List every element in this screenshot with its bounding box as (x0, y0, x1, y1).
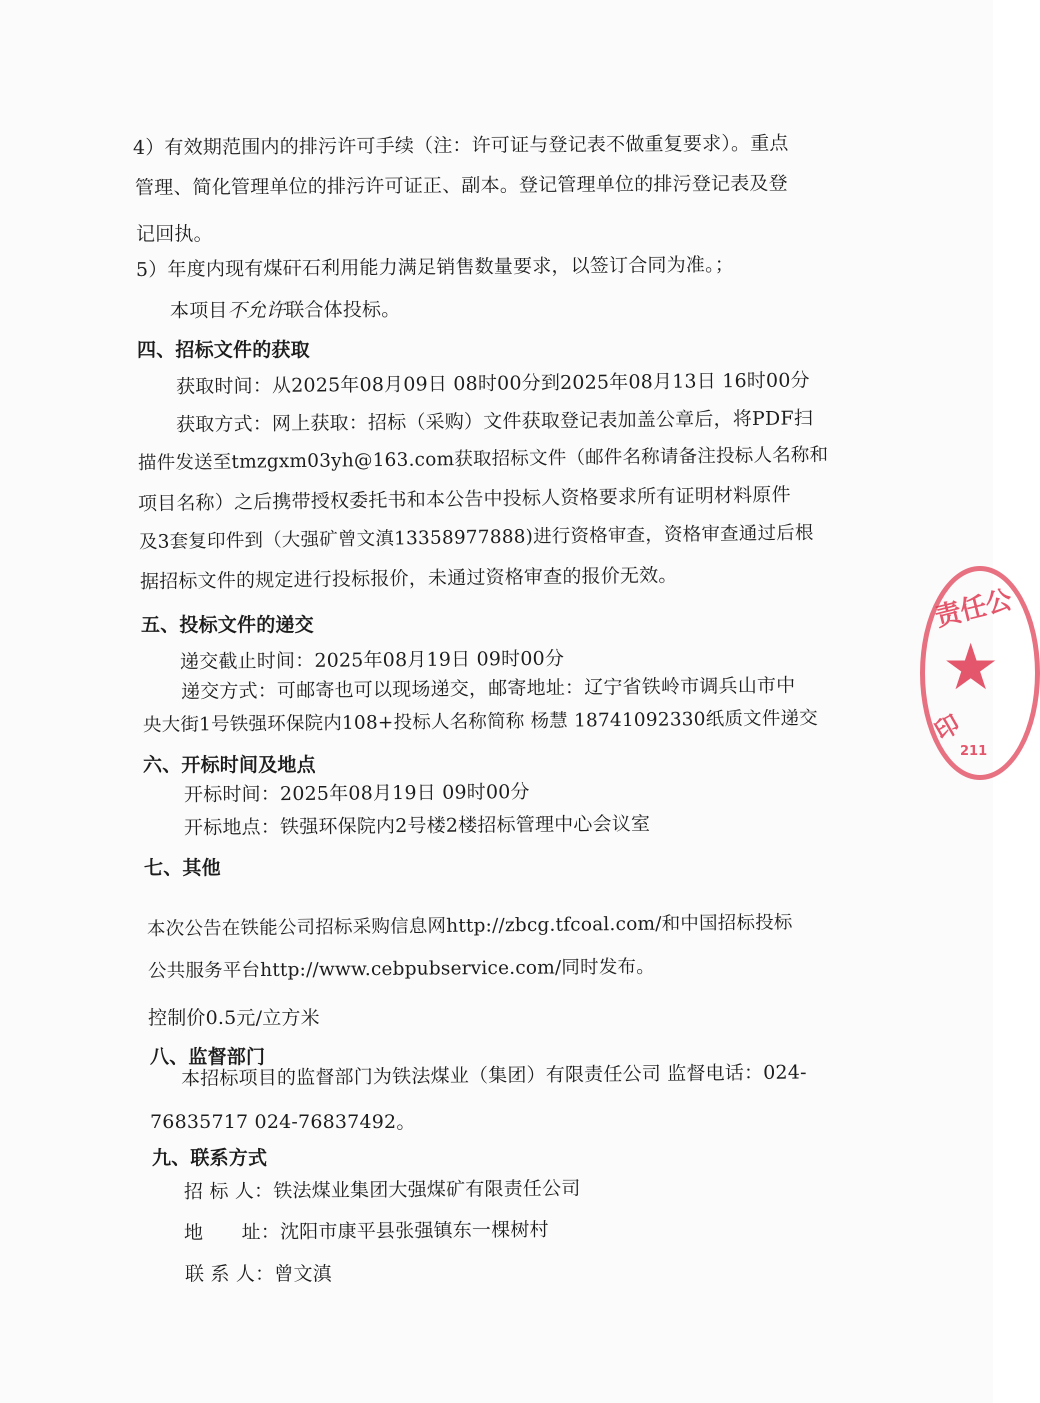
requirement-item-4-line-1: 4）有效期范围内的排污许可手续（注：许可证与登记表不做重复要求）。重点 (132, 132, 789, 159)
supervision-line-1: 本招标项目的监督部门为铁法煤业（集团）有限责任公司 监督电话：024- (180, 1061, 807, 1090)
section-4-heading: 四、招标文件的获取 (137, 339, 310, 361)
obtain-method-line-2: 描件发送至tmzgxm03yh@163.com获取招标文件（邮件名称请备注投标人名称和 (137, 444, 829, 474)
publication-line-2: 公共服务平台http://www.cebpubservice.com/同时发布。 (147, 956, 655, 982)
requirement-item-5: 5）年度内现有煤矸石利用能力满足销售数量要求，以签订合同为准。； (135, 253, 735, 281)
section-6-heading: 六、开标时间及地点 (143, 754, 316, 776)
obtain-method-line-3: 项目名称）之后携带授权委托书和本公告中投标人资格要求所有证明材料原件 (137, 483, 791, 515)
supervision-line-2: 76835717 024-76837492。 (150, 1111, 416, 1133)
section-9-heading: 九、联系方式 (152, 1147, 268, 1169)
contact-person: 联 系 人：曾文滇 (185, 1263, 332, 1285)
publication-line-1: 本次公告在铁能公司招标采购信息网http://zbcg.tfcoal.com/和中国招标投标 (146, 912, 793, 940)
company-seal-star-icon: ★ (942, 631, 1000, 705)
contact-tenderer: 招 标 人：铁法煤业集团大强煤矿有限责任公司 (183, 1177, 581, 1203)
submission-deadline: 递交截止时间：2025年08月19日 09时00分 (179, 647, 565, 673)
contact-address (184, 1218, 549, 1245)
consortium-note-suffix: 联合体投标。 (285, 298, 401, 322)
company-seal-top-text: 责任公 (932, 584, 1016, 633)
consortium-note-handwritten: 不允许 (227, 299, 286, 322)
opening-location: 开标地点：铁强环保院内2号楼2楼招标管理中心会议室 (183, 812, 651, 839)
company-seal-bottom-text: 211 (960, 744, 988, 759)
obtain-time: 获取时间：从2025年08月09日 08时00分到2025年08月13日 16时00分 (175, 369, 810, 398)
consortium-note (170, 298, 401, 323)
contact-address-value: 沈阳市康平县张强镇东一棵树村 (279, 1218, 549, 1244)
control-price: 控制价0.5元/立方米 (148, 1007, 320, 1029)
company-seal-side-text: 印 (929, 709, 965, 746)
contact-address-label: 地 址： (183, 1221, 281, 1244)
obtain-method-line-4: 及3套复印件到（大强矿曾文滇13358977888)进行资格审查，资格审查通过后根 (138, 522, 814, 553)
obtain-method-line-5: 据招标文件的规定进行投标报价，未通过资格审查的报价无效。 (139, 564, 678, 593)
opening-time: 开标时间：2025年08月19日 09时00分 (183, 780, 530, 806)
submission-method-line-1: 递交方式：可邮寄也可以现场递交，邮寄地址：辽宁省铁岭市调兵山市中 (180, 674, 796, 703)
section-5-heading: 五、投标文件的递交 (141, 614, 314, 636)
consortium-note-prefix: 本项目 (169, 299, 228, 322)
requirement-item-4-line-2: 管理、简化管理单位的排污许可证正、副本。登记管理单位的排污登记表及登 (134, 172, 788, 199)
section-8-heading: 八、监督部门 (150, 1046, 266, 1068)
obtain-method-line-1: 获取方式：网上获取：招标（采购）文件获取登记表加盖公章后，将PDF扫 (175, 407, 814, 436)
submission-method-line-2: 央大街1号铁强环保院内108+投标人名称简称 杨慧 18741092330纸质文件递交 (142, 707, 818, 736)
section-7-heading: 七、其他 (144, 857, 221, 879)
requirement-item-4-line-3: 记回执。 (136, 223, 213, 245)
